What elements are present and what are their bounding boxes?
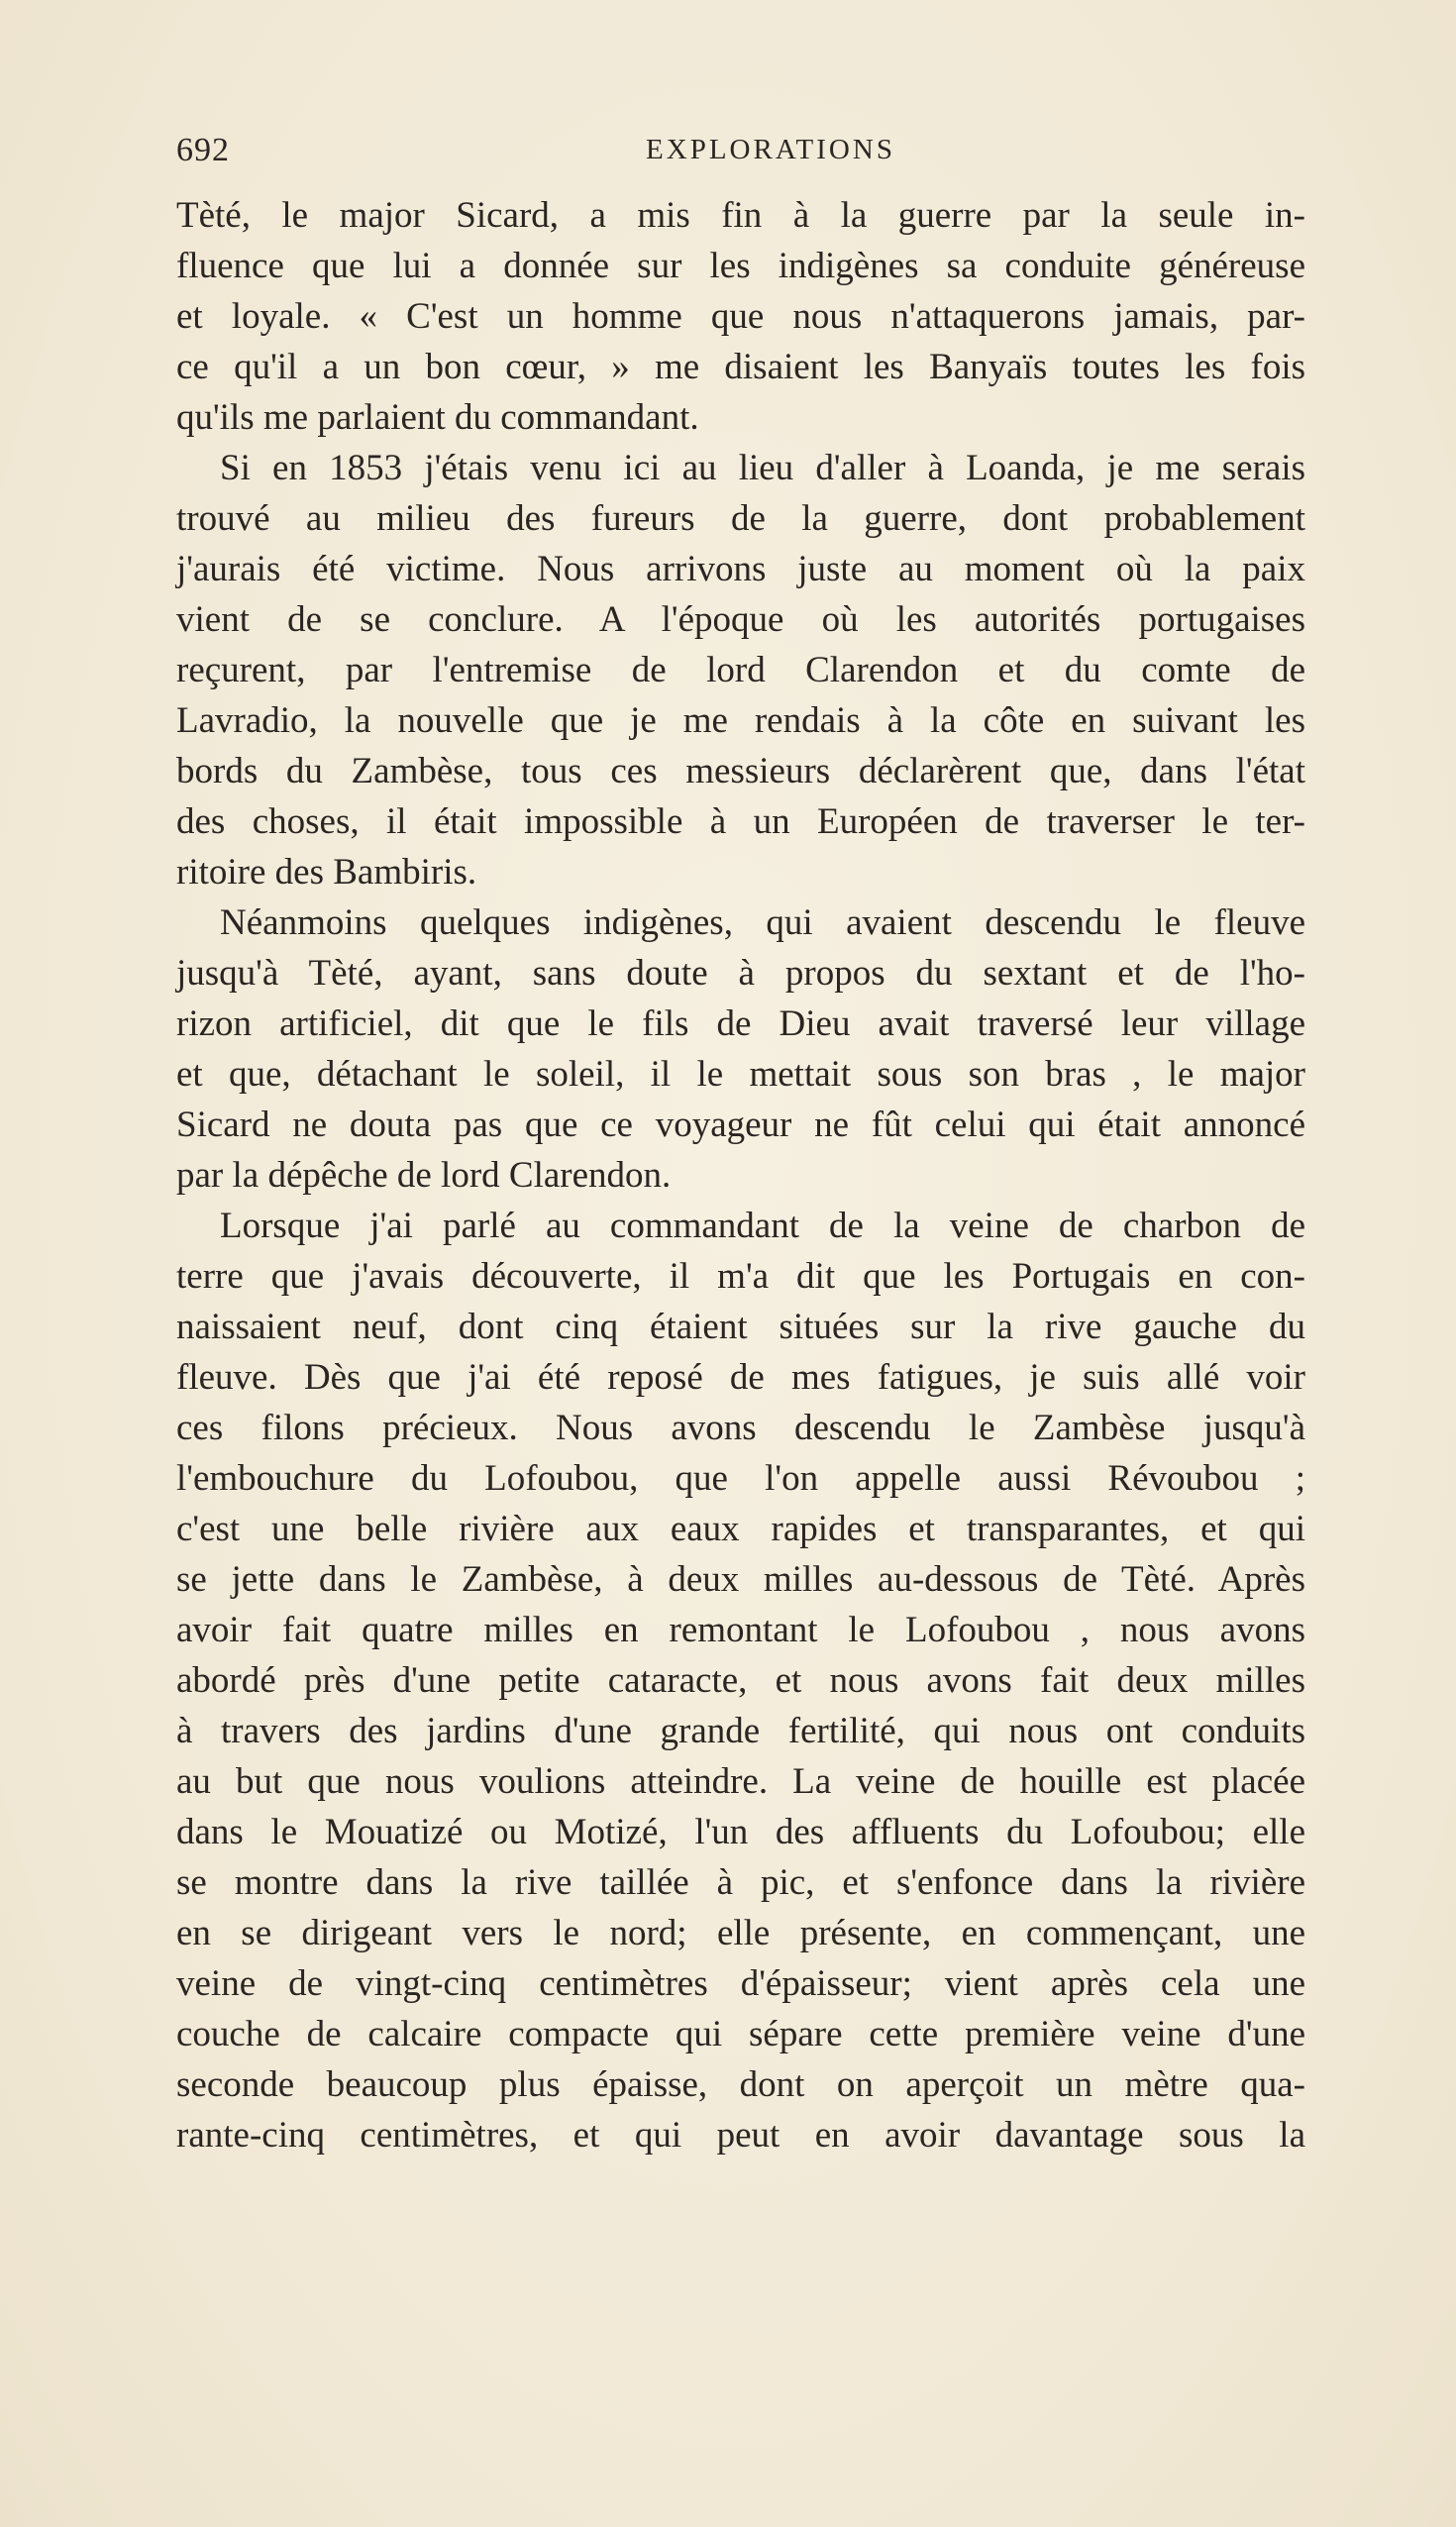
text-line: dans le Mouatizé ou Motizé, l'un des affluents du Lofoubou; elle	[176, 1812, 1305, 1852]
text-line: se jette dans le Zambèse, à deux milles au-dessous de Tèté. Après	[176, 1559, 1305, 1600]
text-line: c'est une belle rivière aux eaux rapides et transparantes, et qui	[176, 1509, 1305, 1549]
running-head	[176, 132, 1286, 181]
text-line: ce qu'il a un bon cœur, » me disaient les Banyaïs toutes les fois	[176, 347, 1305, 387]
text-line: au but que nous voulions atteindre. La veine de houille est placée	[176, 1761, 1305, 1802]
text-line: reçurent, par l'entremise de lord Clarendon et du comte de	[176, 650, 1305, 690]
text-line: fluence que lui a donnée sur les indigènes sa conduite généreuse	[176, 246, 1305, 286]
text-line: couche de calcaire compacte qui sépare cette première veine d'une	[176, 2014, 1305, 2054]
text-line: ritoire des Bambiris.	[176, 852, 477, 893]
text-line: Tèté, le major Sicard, a mis fin à la guerre par la seule in-	[176, 195, 1305, 236]
text-line: et loyale. « C'est un homme que nous n'attaquerons jamais, par-	[176, 296, 1305, 337]
text-line: bords du Zambèse, tous ces messieurs déclarèrent que, dans l'état	[176, 751, 1305, 791]
text-line: et que, détachant le soleil, il le mettait sous son bras , le major	[176, 1054, 1305, 1095]
text-line: Si en 1853 j'étais venu ici au lieu d'aller à Loanda, je me serais	[220, 448, 1305, 488]
text-line: ces filons précieux. Nous avons descendu le Zambèse jusqu'à	[176, 1408, 1305, 1448]
text-line: terre que j'avais découverte, il m'a dit que les Portugais en con-	[176, 1256, 1305, 1297]
text-line: des choses, il était impossible à un Européen de traverser le ter-	[176, 801, 1305, 842]
page-number: 692	[176, 132, 230, 168]
text-line: naissaient neuf, dont cinq étaient situées sur la rive gauche du	[176, 1307, 1305, 1347]
text-line: Lavradio, la nouvelle que je me rendais à la côte en suivant les	[176, 700, 1305, 741]
text-line: par la dépêche de lord Clarendon.	[176, 1155, 672, 1196]
text-line: fleuve. Dès que j'ai été reposé de mes fatigues, je suis allé voir	[176, 1357, 1305, 1398]
body-text	[176, 190, 1305, 2160]
text-line: rizon artificiel, dit que le fils de Dieu avait traversé leur village	[176, 1003, 1305, 1044]
text-line: Néanmoins quelques indigènes, qui avaient descendu le fleuve	[220, 902, 1305, 943]
text-line: veine de vingt-cinq centimètres d'épaisseur; vient après cela une	[176, 1963, 1305, 2004]
running-title: EXPLORATIONS	[646, 134, 895, 165]
text-line: trouvé au milieu des fureurs de la guerre, dont probablement	[176, 498, 1305, 539]
text-line: abordé près d'une petite cataracte, et nous avons fait deux milles	[176, 1660, 1305, 1701]
text-line: à travers des jardins d'une grande fertilité, qui nous ont conduits	[176, 1711, 1305, 1751]
text-line: Sicard ne douta pas que ce voyageur ne fût celui qui était annoncé	[176, 1105, 1305, 1145]
text-line: en se dirigeant vers le nord; elle présente, en commençant, une	[176, 1913, 1305, 1953]
text-line: qu'ils me parlaient du commandant.	[176, 397, 699, 438]
text-line: vient de se conclure. A l'époque où les autorités portugaises	[176, 599, 1305, 640]
text-line: jusqu'à Tèté, ayant, sans doute à propos du sextant et de l'ho-	[176, 953, 1305, 994]
text-line: j'aurais été victime. Nous arrivons juste au moment où la paix	[176, 549, 1305, 589]
text-line: rante-cinq centimètres, et qui peut en avoir davantage sous la	[176, 2115, 1305, 2156]
text-line: l'embouchure du Lofoubou, que l'on appelle aussi Révoubou ;	[176, 1458, 1305, 1499]
text-line: Lorsque j'ai parlé au commandant de la veine de charbon de	[220, 1206, 1305, 1246]
text-line: seconde beaucoup plus épaisse, dont on aperçoit un mètre qua-	[176, 2064, 1305, 2105]
text-line: avoir fait quatre milles en remontant le Lofoubou , nous avons	[176, 1610, 1305, 1650]
text-line: se montre dans la rive taillée à pic, et s'enfonce dans la rivière	[176, 1862, 1305, 1903]
